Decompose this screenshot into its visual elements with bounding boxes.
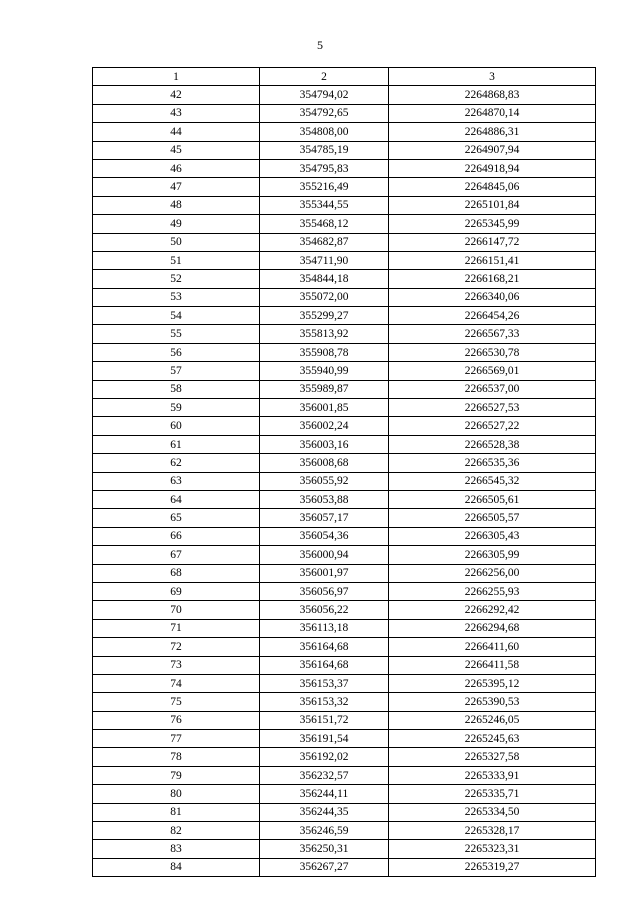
table-row xyxy=(93,638,596,656)
cell-x-coordinate: 356113,18 xyxy=(260,619,389,637)
column-header-point-number: 1 xyxy=(93,68,260,86)
cell-x-coordinate: 356001,97 xyxy=(260,564,389,582)
table-row xyxy=(93,803,596,821)
cell-x-coordinate: 354792,65 xyxy=(260,104,389,122)
table-row xyxy=(93,196,596,214)
cell-x-coordinate: 356008,68 xyxy=(260,454,389,472)
cell-y-coordinate: 2266505,57 xyxy=(389,509,596,527)
table-row xyxy=(93,435,596,453)
cell-y-coordinate: 2265333,91 xyxy=(389,766,596,784)
cell-x-coordinate: 356164,68 xyxy=(260,656,389,674)
table-row xyxy=(93,730,596,748)
cell-y-coordinate: 2265334,50 xyxy=(389,803,596,821)
table-row xyxy=(93,582,596,600)
table-body xyxy=(93,86,596,877)
table-row xyxy=(93,233,596,251)
cell-point-number: 72 xyxy=(93,638,260,656)
table-row xyxy=(93,86,596,104)
cell-x-coordinate: 356000,94 xyxy=(260,546,389,564)
cell-point-number: 73 xyxy=(93,656,260,674)
cell-x-coordinate: 355344,55 xyxy=(260,196,389,214)
table-row xyxy=(93,674,596,692)
cell-point-number: 48 xyxy=(93,196,260,214)
table-row xyxy=(93,307,596,325)
table-row xyxy=(93,656,596,674)
column-header-x: 2 xyxy=(260,68,389,86)
cell-y-coordinate: 2266168,21 xyxy=(389,270,596,288)
cell-x-coordinate: 356053,88 xyxy=(260,490,389,508)
cell-x-coordinate: 356003,16 xyxy=(260,435,389,453)
table-row xyxy=(93,288,596,306)
cell-x-coordinate: 355072,00 xyxy=(260,288,389,306)
cell-point-number: 47 xyxy=(93,178,260,196)
table-row xyxy=(93,822,596,840)
cell-point-number: 45 xyxy=(93,141,260,159)
cell-x-coordinate: 356244,11 xyxy=(260,785,389,803)
table-header-row xyxy=(93,68,596,86)
cell-y-coordinate: 2265323,31 xyxy=(389,840,596,858)
cell-point-number: 83 xyxy=(93,840,260,858)
cell-y-coordinate: 2266294,68 xyxy=(389,619,596,637)
cell-point-number: 77 xyxy=(93,730,260,748)
cell-x-coordinate: 356002,24 xyxy=(260,417,389,435)
cell-point-number: 76 xyxy=(93,711,260,729)
cell-x-coordinate: 356056,97 xyxy=(260,582,389,600)
table-row xyxy=(93,509,596,527)
cell-y-coordinate: 2266411,58 xyxy=(389,656,596,674)
table-row xyxy=(93,840,596,858)
cell-point-number: 69 xyxy=(93,582,260,600)
cell-y-coordinate: 2265245,63 xyxy=(389,730,596,748)
table-row xyxy=(93,270,596,288)
coordinates-table xyxy=(92,67,596,877)
cell-y-coordinate: 2266567,33 xyxy=(389,325,596,343)
cell-point-number: 63 xyxy=(93,472,260,490)
table-row xyxy=(93,362,596,380)
cell-x-coordinate: 356151,72 xyxy=(260,711,389,729)
cell-y-coordinate: 2266545,32 xyxy=(389,472,596,490)
cell-x-coordinate: 356055,92 xyxy=(260,472,389,490)
cell-x-coordinate: 355299,27 xyxy=(260,307,389,325)
cell-point-number: 80 xyxy=(93,785,260,803)
table-row xyxy=(93,601,596,619)
cell-point-number: 53 xyxy=(93,288,260,306)
cell-x-coordinate: 356153,32 xyxy=(260,693,389,711)
cell-point-number: 58 xyxy=(93,380,260,398)
cell-point-number: 55 xyxy=(93,325,260,343)
cell-x-coordinate: 356244,35 xyxy=(260,803,389,821)
cell-y-coordinate: 2264845,06 xyxy=(389,178,596,196)
cell-y-coordinate: 2266151,41 xyxy=(389,251,596,269)
cell-x-coordinate: 356246,59 xyxy=(260,822,389,840)
cell-x-coordinate: 355989,87 xyxy=(260,380,389,398)
table-row xyxy=(93,399,596,417)
cell-point-number: 78 xyxy=(93,748,260,766)
cell-y-coordinate: 2264868,83 xyxy=(389,86,596,104)
table-row xyxy=(93,159,596,177)
cell-x-coordinate: 356057,17 xyxy=(260,509,389,527)
cell-x-coordinate: 356191,54 xyxy=(260,730,389,748)
cell-x-coordinate: 355216,49 xyxy=(260,178,389,196)
cell-x-coordinate: 354711,90 xyxy=(260,251,389,269)
cell-x-coordinate: 354795,83 xyxy=(260,159,389,177)
cell-point-number: 57 xyxy=(93,362,260,380)
column-header-y: 3 xyxy=(389,68,596,86)
cell-x-coordinate: 355940,99 xyxy=(260,362,389,380)
cell-y-coordinate: 2266537,00 xyxy=(389,380,596,398)
cell-point-number: 46 xyxy=(93,159,260,177)
cell-x-coordinate: 356192,02 xyxy=(260,748,389,766)
cell-x-coordinate: 354844,18 xyxy=(260,270,389,288)
table-row xyxy=(93,766,596,784)
table-row xyxy=(93,343,596,361)
cell-x-coordinate: 354794,02 xyxy=(260,86,389,104)
table-row xyxy=(93,251,596,269)
cell-x-coordinate: 356056,22 xyxy=(260,601,389,619)
cell-point-number: 56 xyxy=(93,343,260,361)
cell-y-coordinate: 2266454,26 xyxy=(389,307,596,325)
cell-point-number: 49 xyxy=(93,215,260,233)
cell-point-number: 66 xyxy=(93,527,260,545)
cell-x-coordinate: 356153,37 xyxy=(260,674,389,692)
cell-point-number: 79 xyxy=(93,766,260,784)
table-row xyxy=(93,748,596,766)
cell-point-number: 51 xyxy=(93,251,260,269)
table-row xyxy=(93,123,596,141)
cell-point-number: 43 xyxy=(93,104,260,122)
cell-y-coordinate: 2264907,94 xyxy=(389,141,596,159)
cell-x-coordinate: 355468,12 xyxy=(260,215,389,233)
cell-x-coordinate: 355908,78 xyxy=(260,343,389,361)
cell-point-number: 71 xyxy=(93,619,260,637)
cell-y-coordinate: 2265328,17 xyxy=(389,822,596,840)
cell-y-coordinate: 2264870,14 xyxy=(389,104,596,122)
table-row xyxy=(93,104,596,122)
cell-y-coordinate: 2265101,84 xyxy=(389,196,596,214)
table-row xyxy=(93,858,596,876)
cell-y-coordinate: 2266528,38 xyxy=(389,435,596,453)
cell-y-coordinate: 2266255,93 xyxy=(389,582,596,600)
cell-point-number: 62 xyxy=(93,454,260,472)
cell-y-coordinate: 2266411,60 xyxy=(389,638,596,656)
table-row xyxy=(93,454,596,472)
table-row xyxy=(93,546,596,564)
cell-point-number: 74 xyxy=(93,674,260,692)
cell-point-number: 67 xyxy=(93,546,260,564)
cell-point-number: 61 xyxy=(93,435,260,453)
cell-x-coordinate: 356267,27 xyxy=(260,858,389,876)
cell-x-coordinate: 356001,85 xyxy=(260,399,389,417)
cell-point-number: 65 xyxy=(93,509,260,527)
page-number: 5 xyxy=(317,38,323,52)
table-row xyxy=(93,380,596,398)
cell-point-number: 75 xyxy=(93,693,260,711)
table-row xyxy=(93,693,596,711)
cell-x-coordinate: 355813,92 xyxy=(260,325,389,343)
cell-y-coordinate: 2266292,42 xyxy=(389,601,596,619)
cell-point-number: 84 xyxy=(93,858,260,876)
cell-point-number: 60 xyxy=(93,417,260,435)
table-row xyxy=(93,490,596,508)
cell-x-coordinate: 356054,36 xyxy=(260,527,389,545)
cell-y-coordinate: 2266305,99 xyxy=(389,546,596,564)
cell-y-coordinate: 2265345,99 xyxy=(389,215,596,233)
cell-point-number: 52 xyxy=(93,270,260,288)
cell-point-number: 42 xyxy=(93,86,260,104)
cell-y-coordinate: 2266527,53 xyxy=(389,399,596,417)
table-row xyxy=(93,785,596,803)
cell-x-coordinate: 354682,87 xyxy=(260,233,389,251)
cell-x-coordinate: 356232,57 xyxy=(260,766,389,784)
table-row xyxy=(93,417,596,435)
cell-point-number: 68 xyxy=(93,564,260,582)
cell-point-number: 81 xyxy=(93,803,260,821)
cell-y-coordinate: 2266530,78 xyxy=(389,343,596,361)
cell-x-coordinate: 356164,68 xyxy=(260,638,389,656)
cell-y-coordinate: 2266569,01 xyxy=(389,362,596,380)
table-row xyxy=(93,141,596,159)
cell-point-number: 82 xyxy=(93,822,260,840)
cell-y-coordinate: 2265246,05 xyxy=(389,711,596,729)
table-row xyxy=(93,619,596,637)
cell-point-number: 59 xyxy=(93,399,260,417)
cell-y-coordinate: 2265319,27 xyxy=(389,858,596,876)
table-row xyxy=(93,564,596,582)
cell-x-coordinate: 356250,31 xyxy=(260,840,389,858)
cell-point-number: 50 xyxy=(93,233,260,251)
table-row xyxy=(93,215,596,233)
table-row xyxy=(93,711,596,729)
cell-y-coordinate: 2265390,53 xyxy=(389,693,596,711)
cell-y-coordinate: 2264886,31 xyxy=(389,123,596,141)
cell-y-coordinate: 2266340,06 xyxy=(389,288,596,306)
table-row xyxy=(93,325,596,343)
cell-point-number: 54 xyxy=(93,307,260,325)
cell-point-number: 70 xyxy=(93,601,260,619)
cell-x-coordinate: 354808,00 xyxy=(260,123,389,141)
cell-point-number: 64 xyxy=(93,490,260,508)
cell-y-coordinate: 2265335,71 xyxy=(389,785,596,803)
cell-x-coordinate: 354785,19 xyxy=(260,141,389,159)
cell-y-coordinate: 2264918,94 xyxy=(389,159,596,177)
cell-y-coordinate: 2266527,22 xyxy=(389,417,596,435)
cell-point-number: 44 xyxy=(93,123,260,141)
cell-y-coordinate: 2266505,61 xyxy=(389,490,596,508)
cell-y-coordinate: 2265395,12 xyxy=(389,674,596,692)
cell-y-coordinate: 2266147,72 xyxy=(389,233,596,251)
table-row xyxy=(93,527,596,545)
cell-y-coordinate: 2266535,36 xyxy=(389,454,596,472)
cell-y-coordinate: 2266305,43 xyxy=(389,527,596,545)
table-row xyxy=(93,472,596,490)
table-row xyxy=(93,178,596,196)
cell-y-coordinate: 2266256,00 xyxy=(389,564,596,582)
cell-y-coordinate: 2265327,58 xyxy=(389,748,596,766)
